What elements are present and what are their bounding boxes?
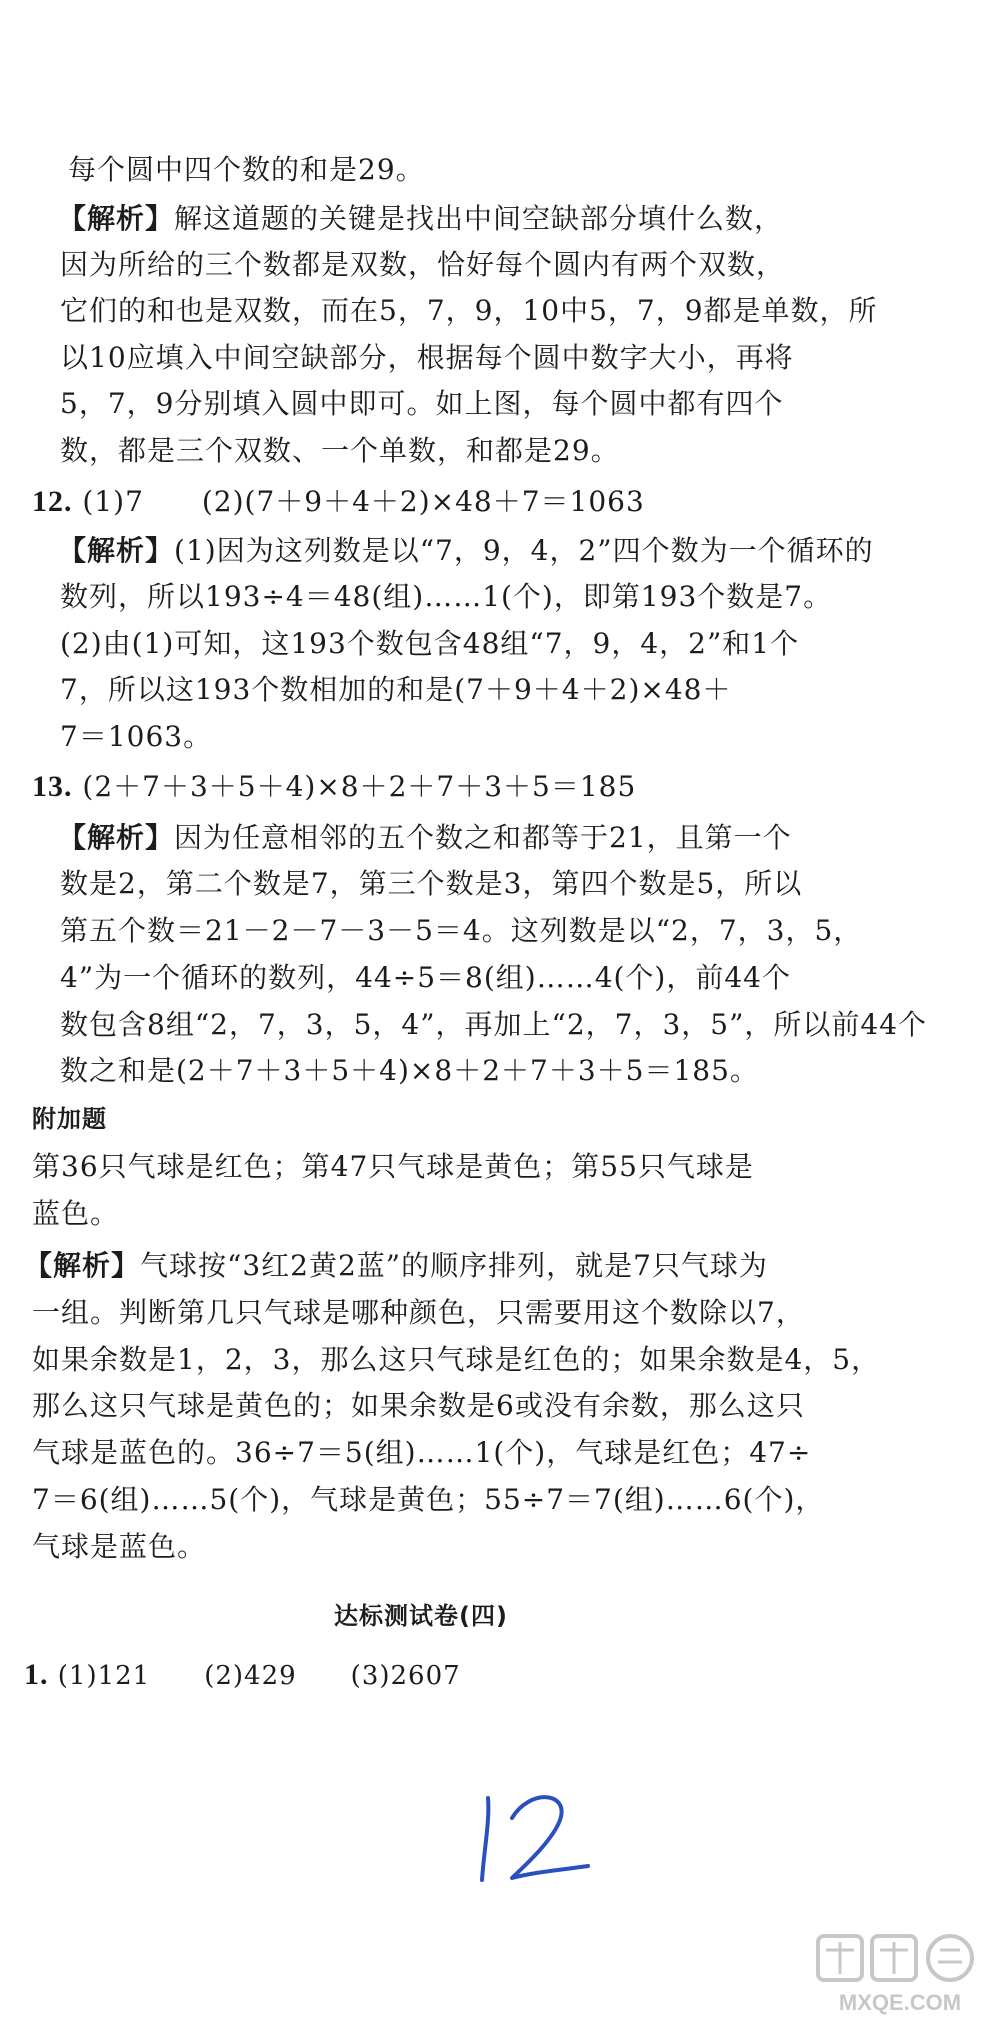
analysis-line: 数包含8组“2，7，3，5，4”，再加上“2，7，3，5”，所以前44个 bbox=[60, 1008, 928, 1041]
answer-text: (1)7 (2)(7＋9＋4＋2)×48＋7＝1063 bbox=[82, 485, 645, 518]
analysis-line bbox=[58, 531, 874, 571]
analysis-line: 气球是蓝色的。36÷7＝5(组)……1(个)，气球是红色；47÷ bbox=[32, 1436, 812, 1469]
analysis-line: 数，都是三个双数、一个单数，和都是29。 bbox=[60, 434, 620, 467]
analysis-line: 以10应填入中间空缺部分，根据每个圆中数字大小，再将 bbox=[60, 341, 794, 374]
analysis-tag: 【 解析 】 bbox=[58, 534, 174, 567]
analysis-tag: 【 解析 】 bbox=[24, 1249, 140, 1282]
watermark-logo bbox=[810, 1930, 990, 2022]
analysis-line: 数列，所以193÷4＝48(组)……1(个)，即第193个数是7。 bbox=[60, 580, 833, 613]
item-1-answer bbox=[24, 1655, 461, 1696]
bonus-heading: 附加题 bbox=[32, 1105, 107, 1133]
analysis-line: (2)由(1)可知，这193个数包含48组“7，9，4，2”和1个 bbox=[60, 627, 800, 660]
analysis-line: 因为所给的三个数都是双数，恰好每个圆内有两个双数， bbox=[60, 248, 786, 281]
analysis-tag: 【 解析 】 bbox=[58, 202, 174, 235]
analysis-line: 7，所以这193个数相加的和是(7＋9＋4＋2)×48＋ bbox=[60, 673, 732, 706]
analysis-line: 如果余数是1，2，3，那么这只气球是红色的；如果余数是4，5， bbox=[32, 1343, 881, 1376]
item-number: 12. bbox=[32, 485, 73, 518]
item-number: 13. bbox=[32, 770, 73, 803]
analysis-text: 因为任意相邻的五个数之和都等于21，且第一个 bbox=[174, 821, 792, 854]
analysis-line: 一组。判断第几只气球是哪种颜色，只需要用这个数除以7， bbox=[32, 1296, 805, 1329]
answer-text: (1)121 (2)429 (3)2607 bbox=[57, 1661, 461, 1691]
analysis-text: 解这道题的关键是找出中间空缺部分填什么数， bbox=[174, 202, 784, 235]
analysis-line bbox=[58, 818, 792, 858]
svg-text:MXQE.COM: MXQE.COM bbox=[838, 1990, 962, 2015]
handwritten-page-number bbox=[460, 1780, 600, 1890]
item-13-answer bbox=[32, 767, 636, 807]
analysis-line: 5，7，9分别填入圆中即可。如上图，每个圆中都有四个 bbox=[60, 387, 784, 420]
item-number: 1. bbox=[24, 1658, 49, 1691]
analysis-text: 气球按“3红2黄2蓝”的顺序排列，就是7只气球为 bbox=[140, 1249, 768, 1282]
analysis-line: 气球是蓝色。 bbox=[32, 1530, 207, 1563]
analysis-line: 那么这只气球是黄色的；如果余数是6或没有余数，那么这只 bbox=[32, 1389, 805, 1422]
analysis-line: 4”为一个循环的数列，44÷5＝8(组)……4(个)，前44个 bbox=[60, 961, 791, 994]
answer-text: (2＋7＋3＋5＋4)×8＋2＋7＋3＋5＝185 bbox=[82, 770, 637, 803]
analysis-line: 第五个数＝21－2－7－3－5＝4。这列数是以“2，7，3，5， bbox=[60, 914, 863, 947]
bonus-answer-line: 第36只气球是红色；第47只气球是黄色；第55只气球是 bbox=[32, 1150, 754, 1183]
section-title: 达标测试卷(四) bbox=[334, 1602, 508, 1630]
item-12-answer bbox=[32, 482, 645, 522]
analysis-tag: 【 解析 】 bbox=[58, 821, 174, 854]
analysis-line bbox=[24, 1246, 768, 1286]
analysis-line: 7＝1063。 bbox=[60, 720, 213, 753]
analysis-line bbox=[58, 199, 783, 239]
analysis-text: (1)因为这列数是以“7，9，4，2”四个数为一个循环的 bbox=[174, 534, 874, 567]
item-11-answer-line: 每个圆中四个数的和是29。 bbox=[68, 153, 425, 186]
analysis-line: 数之和是(2＋7＋3＋5＋4)×8＋2＋7＋3＋5＝185。 bbox=[60, 1054, 759, 1087]
analysis-line: 它们的和也是双数，而在5，7，9，10中5，7，9都是单数，所 bbox=[60, 294, 878, 327]
analysis-line: 7＝6(组)……5(个)，气球是黄色；55÷7＝7(组)……6(个)， bbox=[32, 1483, 825, 1516]
analysis-line: 数是2，第二个数是7，第三个数是3，第四个数是5，所以 bbox=[60, 867, 803, 900]
bonus-answer-line: 蓝色。 bbox=[32, 1197, 120, 1230]
